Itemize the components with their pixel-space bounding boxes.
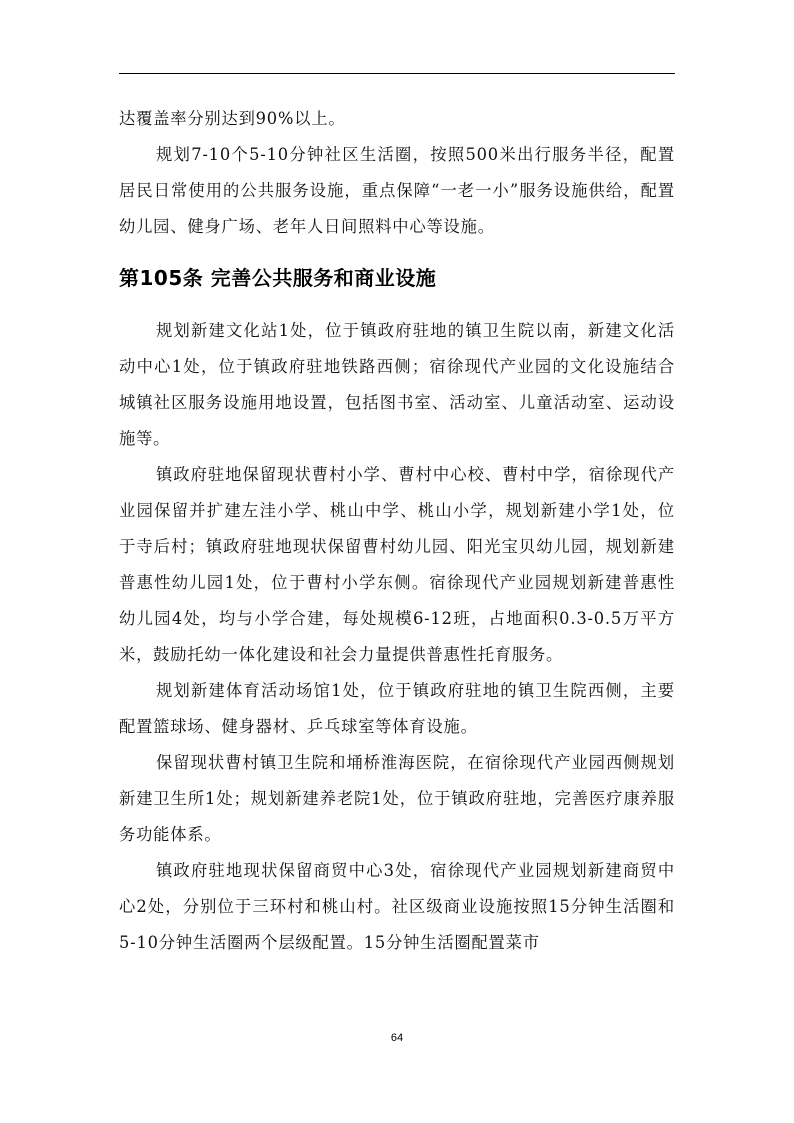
page-number: 64 <box>390 1032 404 1044</box>
paragraph: 镇政府驻地现状保留商贸中心3处，宿徐现代产业园规划新建商贸中心2处，分别位于三环村和桃山村。社区级商业设施按照15分钟生活圈和5-10分钟生活圈两个层级配置。15分钟生活圈配置菜市 <box>119 861 675 952</box>
paragraph: 规划新建文化站1处，位于镇政府驻地的镇卫生院以南，新建文化活动中心1处，位于镇政府驻地铁路西侧；宿徐现代产业园的文化设施结合城镇社区服务设施用地设置，包括图书室、活动室、儿童活动室、运动设施等。 <box>119 321 675 448</box>
paragraph: 保留现状曹村镇卫生院和埇桥淮海医院，在宿徐现代产业园西侧规划新建卫生所1处；规划新建养老院1处，位于镇政府驻地，完善医疗康养服务功能体系。 <box>119 753 675 844</box>
paragraph: 达覆盖率分别达到90%以上。 <box>119 109 346 128</box>
paragraph: 规划7-10个5-10分钟社区生活圈，按照500米出行服务半径，配置居民日常使用的公共服务设施，重点保障“一老一小”服务设施供给，配置幼儿园、健身广场、老年人日间照料中心等设施。 <box>119 145 675 236</box>
paragraph: 规划新建体育活动场馆1处，位于镇政府驻地的镇卫生院西侧，主要配置篮球场、健身器材、乒乓球室等体育设施。 <box>119 681 675 736</box>
page-content <box>119 101 675 961</box>
paragraph: 镇政府驻地保留现状曹村小学、曹村中心校、曹村中学，宿徐现代产业园保留并扩建左洼小学、桃山中学、桃山小学，规划新建小学1处，位于寺后村；镇政府驻地现状保留曹村幼儿园、阳光宝贝幼儿园，规划新建普惠性幼儿园1处，位于曹村小学东侧。宿徐现代产业园规划新建普惠性幼儿园4处，均与小学合建，每处规模6-12班，占地面积0.3-0.5万平方米，鼓励托幼一体化建设和社会力量提供普惠性托育服务。 <box>119 465 675 664</box>
header-rule <box>119 73 675 74</box>
section-heading: 第105条 完善公共服务和商业设施 <box>119 266 437 290</box>
